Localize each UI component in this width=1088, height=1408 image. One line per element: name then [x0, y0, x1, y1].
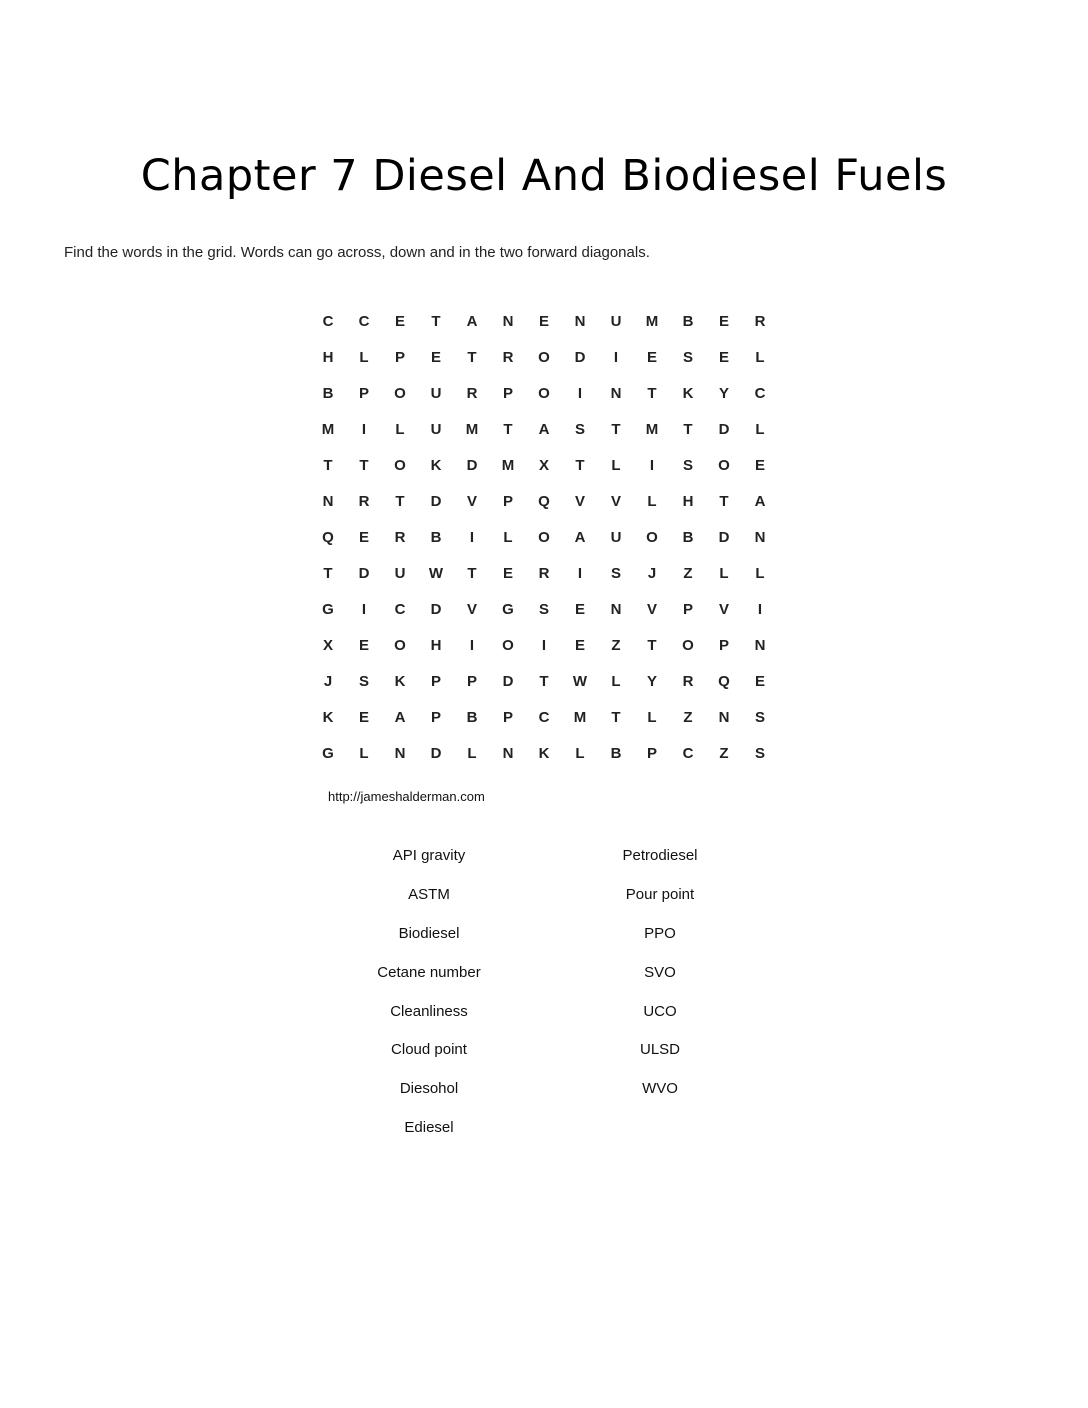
grid-letter: M [465, 420, 479, 438]
grid-letter: Q [538, 492, 550, 510]
grid-letter: O [646, 528, 658, 546]
grid-letter: L [575, 744, 585, 762]
grid-letter: E [430, 348, 441, 366]
grid-letter: I [577, 564, 583, 582]
grid-letter: R [682, 672, 694, 690]
grid-letter: D [502, 672, 514, 690]
grid-letter: M [645, 420, 659, 438]
grid-letter: W [428, 564, 444, 582]
grid-letter: R [754, 312, 766, 330]
word-list-item: Diesohol [399, 1080, 459, 1098]
grid-letter: C [394, 600, 406, 618]
word-list-item: ULSD [639, 1041, 680, 1059]
word-list-item: Cleanliness [390, 1002, 468, 1020]
grid-letter: S [610, 564, 621, 582]
grid-letter: O [682, 636, 694, 654]
grid-letter: N [502, 744, 514, 762]
grid-letter: L [395, 420, 405, 438]
grid-letter: R [394, 528, 406, 546]
word-list-item: API gravity [392, 847, 466, 864]
grid-letter: N [394, 744, 406, 762]
grid-letter: U [610, 528, 622, 546]
grid-letter: I [361, 420, 367, 438]
grid-letter: E [394, 312, 405, 330]
grid-letter: T [611, 420, 621, 438]
grid-letter: L [755, 348, 765, 366]
grid-letter: A [538, 420, 550, 438]
grid-letter: J [647, 564, 657, 582]
grid-letter: L [647, 492, 657, 510]
word-list-item: Petrodiesel [622, 847, 698, 864]
grid-letter: S [754, 708, 765, 726]
grid-letter: G [322, 600, 334, 618]
grid-letter: S [574, 420, 585, 438]
grid-letter: T [683, 420, 693, 438]
grid-letter: H [682, 492, 694, 510]
grid-letter: S [358, 672, 369, 690]
grid-letter: U [430, 420, 442, 438]
grid-letter: D [466, 456, 478, 474]
word-list-item: Cetane number [377, 963, 481, 981]
grid-letter: I [361, 600, 367, 618]
grid-letter: T [611, 708, 621, 726]
grid-letter: Y [718, 384, 729, 402]
grid-letter: L [755, 420, 765, 438]
grid-letter: E [574, 636, 585, 654]
grid-letter: M [321, 420, 335, 438]
grid-letter: E [358, 528, 369, 546]
grid-letter: N [574, 312, 586, 330]
word-list-item: UCO [643, 1002, 677, 1020]
grid-letter: I [577, 384, 583, 402]
grid-letter: T [323, 456, 333, 474]
grid-letter: V [646, 600, 657, 618]
grid-letter: D [430, 744, 442, 762]
grid-letter: B [322, 384, 334, 402]
word-list-item: Biodiesel [398, 924, 460, 942]
grid-letter: T [647, 636, 657, 654]
grid-letter: D [430, 492, 442, 510]
grid-letter: P [430, 672, 441, 690]
grid-letter: Y [646, 672, 657, 690]
grid-letter: P [502, 492, 513, 510]
grid-letter: T [395, 492, 405, 510]
grid-letter: H [430, 636, 442, 654]
grid-letter: C [538, 708, 550, 726]
grid-letter: E [538, 312, 549, 330]
grid-letter: L [719, 564, 729, 582]
grid-letter: C [322, 312, 334, 330]
grid-letter: T [647, 384, 657, 402]
grid-letter: M [501, 456, 515, 474]
grid-letter: O [538, 528, 550, 546]
grid-letter: J [323, 672, 333, 690]
grid-letter: V [574, 492, 585, 510]
grid-letter: P [358, 384, 369, 402]
grid-letter: S [682, 456, 693, 474]
grid-letter: N [754, 636, 766, 654]
grid-letter: N [502, 312, 514, 330]
grid-letter: V [718, 600, 729, 618]
instructions: Find the words in the grid. Words can go across, down and in the two forward diagonals. [64, 244, 650, 261]
grid-letter: T [431, 312, 441, 330]
grid-letter: P [394, 348, 405, 366]
grid-letter: D [718, 528, 730, 546]
grid-letter: D [430, 600, 442, 618]
grid-letter: B [610, 744, 622, 762]
grid-letter: T [323, 564, 333, 582]
grid-letter: P [502, 708, 513, 726]
grid-letter: I [469, 636, 475, 654]
grid-letter: M [573, 708, 587, 726]
grid-letter: I [541, 636, 547, 654]
grid-letter: R [358, 492, 370, 510]
grid-letter: Q [718, 672, 730, 690]
grid-letter: X [322, 636, 333, 654]
grid-letter: R [538, 564, 550, 582]
grid-letter: T [719, 492, 729, 510]
word-list-item: Cloud point [391, 1041, 467, 1059]
grid-letter: O [394, 636, 406, 654]
grid-letter: L [611, 456, 621, 474]
grid-letter: C [754, 384, 766, 402]
grid-letter: N [754, 528, 766, 546]
grid-letter: P [430, 708, 441, 726]
grid-letter: L [647, 708, 657, 726]
grid-letter: G [322, 744, 334, 762]
grid-letter: N [718, 708, 730, 726]
grid-letter: O [394, 384, 406, 402]
grid-letter: T [503, 420, 513, 438]
grid-letter: T [467, 348, 477, 366]
grid-letter: X [538, 456, 549, 474]
grid-letter: E [358, 708, 369, 726]
grid-letter: L [755, 564, 765, 582]
grid-letter: I [649, 456, 655, 474]
grid-letter: D [718, 420, 730, 438]
word-list-item: ASTM [408, 885, 450, 903]
grid-letter: Z [719, 744, 729, 762]
grid-letter: E [754, 672, 765, 690]
grid-letter: A [466, 312, 478, 330]
grid-letter: I [757, 600, 763, 618]
grid-letter: E [358, 636, 369, 654]
grid-letter: B [682, 312, 694, 330]
grid-letter: E [502, 564, 513, 582]
grid-letter: O [502, 636, 514, 654]
grid-letter: L [611, 672, 621, 690]
grid-letter: S [538, 600, 549, 618]
word-list-item: Ediesel [404, 1119, 454, 1137]
grid-letter: E [646, 348, 657, 366]
grid-letter: N [610, 600, 622, 618]
grid-letter: C [358, 312, 370, 330]
grid-letter: O [538, 348, 550, 366]
grid-letter: T [575, 456, 585, 474]
grid-letter: S [754, 744, 765, 762]
grid-letter: Z [611, 636, 621, 654]
grid-letter: E [574, 600, 585, 618]
grid-letter: K [682, 384, 694, 402]
word-search-grid [310, 303, 778, 771]
grid-letter: R [466, 384, 478, 402]
grid-letter: D [358, 564, 370, 582]
grid-letter: B [430, 528, 442, 546]
grid-letter: H [322, 348, 334, 366]
grid-letter: V [466, 492, 477, 510]
grid-letter: R [502, 348, 514, 366]
grid-letter: A [754, 492, 766, 510]
grid-letter: A [574, 528, 586, 546]
source-url: http://jameshalderman.com [328, 789, 485, 804]
page-title: Chapter 7 Diesel And Biodiesel Fuels [140, 151, 948, 201]
word-list-item: WVO [642, 1080, 678, 1098]
grid-letter: O [538, 384, 550, 402]
word-list-column-2 [540, 843, 780, 1115]
grid-letter: L [503, 528, 513, 546]
grid-letter: U [430, 384, 442, 402]
grid-letter: W [572, 672, 588, 690]
grid-letter: P [646, 744, 657, 762]
grid-letter: L [467, 744, 477, 762]
grid-letter: M [645, 312, 659, 330]
grid-letter: V [466, 600, 477, 618]
grid-letter: L [359, 348, 369, 366]
grid-letter: U [610, 312, 622, 330]
grid-letter: V [610, 492, 621, 510]
grid-letter: K [430, 456, 442, 474]
word-list-column-1 [309, 843, 549, 1154]
grid-letter: T [467, 564, 477, 582]
grid-letter: P [502, 384, 513, 402]
grid-letter: E [754, 456, 765, 474]
grid-letter: Z [683, 564, 693, 582]
grid-letter: G [502, 600, 514, 618]
grid-letter: E [718, 312, 729, 330]
grid-letter: E [718, 348, 729, 366]
grid-letter: D [574, 348, 586, 366]
grid-letter: T [359, 456, 369, 474]
grid-letter: Q [322, 528, 334, 546]
grid-letter: C [682, 744, 694, 762]
word-list-item: SVO [644, 963, 676, 981]
grid-letter: K [394, 672, 406, 690]
grid-letter: K [538, 744, 550, 762]
grid-letter: T [539, 672, 549, 690]
grid-letter: B [466, 708, 478, 726]
word-list-item: Pour point [625, 885, 695, 903]
grid-letter: N [610, 384, 622, 402]
grid-letter: I [613, 348, 619, 366]
word-list-item: PPO [644, 924, 676, 942]
grid-letter: K [322, 708, 334, 726]
grid-letter: B [682, 528, 694, 546]
grid-letter: P [682, 600, 693, 618]
grid-letter: P [718, 636, 729, 654]
grid-letter: P [466, 672, 477, 690]
grid-letter: A [394, 708, 406, 726]
grid-letter: N [322, 492, 334, 510]
grid-letter: O [394, 456, 406, 474]
grid-letter: U [394, 564, 406, 582]
grid-letter: O [718, 456, 730, 474]
grid-letter: Z [683, 708, 693, 726]
grid-letter: I [469, 528, 475, 546]
grid-letter: L [359, 744, 369, 762]
grid-letter: S [682, 348, 693, 366]
